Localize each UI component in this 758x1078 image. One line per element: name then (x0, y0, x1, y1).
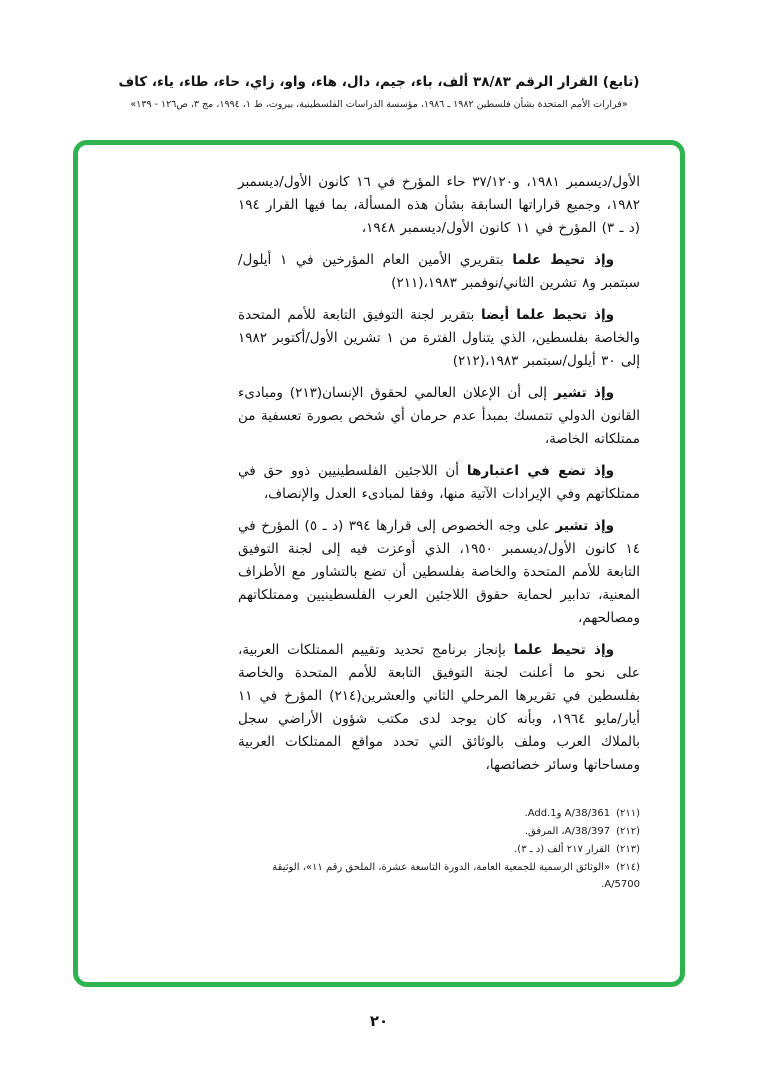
footnote-text: القرار ٢١٧ ألف (د ـ ٣). (514, 844, 611, 855)
footnote-text: «الوثائق الرسمية للجمعية العامة، الدورة التاسعة عشرة، الملحق رقم ١١»، الوثيقة A/5700. (272, 862, 640, 890)
paragraph-text: بإنجاز برنامج تحديد وتقييم الممتلكات العربية، على نحو ما أعلنت لجنة التوفيق التابعة للأمم المتحدة والخاصة بفلسطين في تقريرها المرحلي الثاني والعشرين(٢١٤) المؤرخ في ١١ أيار/مايو ١٩٦٤، وبأنه كان يوجد لدى مكتب شؤون الأراضي سجل بالملاك العرب وملف بالوثائق التي تحدد مواقع الممتلكات العربية ومساحاتها وسائر خصائصها، (238, 642, 640, 773)
paragraph-lead: وإذ تشير (553, 385, 614, 401)
paragraph-text: بتقرير لجنة التوفيق التابعة للأمم المتحدة والخاصة بفلسطين، الذي يتناول الفترة من ١ تشرين الأول/أكتوبر ١٩٨٢ إلى ٣٠ أيلول/سبتمبر ١٩٨٣،(٢١٢) (238, 307, 640, 369)
footnote (238, 859, 640, 893)
resolution-text-block (238, 171, 640, 893)
paragraph-preamble (238, 249, 640, 295)
paragraph-lead: وإذ تحيط علما (513, 642, 614, 658)
footnote (238, 823, 640, 840)
green-border-frame (73, 140, 685, 987)
paragraph-text: بتقريري الأمين العام المؤرخين في ١ أيلول/سبتمبر و٨ تشرين الثاني/نوفمبر ١٩٨٣،(٢١١) (238, 252, 640, 291)
footnote (238, 805, 640, 822)
paragraph-text: الأول/ديسمبر ١٩٨١، و٣٧/١٢٠ حاء المؤرخ في ١٦ كانون الأول/ديسمبر ١٩٨٢، وجميع قراراتها السابقة بشأن هذه المسألة، بما فيها القرار ١٩٤ (د ـ ٣) المؤرخ في ١١ كانون الأول/ديسمبر ١٩٤٨، (238, 174, 640, 236)
footnote-marker: (٢١٣) (616, 844, 640, 855)
paragraph-text: أن اللاجئين الفلسطينيين ذوو حق في ممتلكاتهم وفي الإيرادات الآتية منها، وفقا لمبادىء العدل والإنصاف، (238, 463, 640, 502)
paragraph-lead: وإذ تضع في اعتبارها (466, 463, 615, 479)
paragraph-preamble (238, 639, 640, 777)
footnote (238, 841, 640, 858)
footnote-marker: (٢١١) (616, 808, 640, 819)
paragraph-preamble (238, 382, 640, 451)
footnote-marker: (٢١٤) (616, 862, 640, 873)
paragraph-preamble (238, 460, 640, 506)
footnote-text: A/38/397، المرفق. (524, 826, 611, 837)
paragraph-continuation (238, 171, 640, 240)
paragraph-lead: وإذ تحيط علما (512, 252, 614, 268)
page-header (0, 0, 758, 110)
footnote-marker: (٢١٢) (616, 826, 640, 837)
footnote-text: A/38/361 وAdd.1. (524, 808, 611, 819)
page-number: ٢٠ (369, 1012, 389, 1030)
footnotes-section (238, 805, 640, 893)
paragraph-lead: وإذ تحيط علما أيضا (481, 307, 614, 323)
paragraph-text: إلى أن الإعلان العالمي لحقوق الإنسان(٢١٣) ومبادىء القانون الدولي تتمسك بمبدأ عدم حرمان أي شخص بصورة تعسفية من ممتلكاته الخاصة، (238, 385, 640, 447)
paragraph-preamble (238, 515, 640, 630)
paragraph-lead: وإذ تشير (555, 518, 614, 534)
paragraph-text: على وجه الخصوص إلى قرارها ٣٩٤ (د ـ ٥) المؤرخ في ١٤ كانون الأول/ديسمبر ١٩٥٠، الذي أوعزت فيه إلى لجنة التوفيق التابعة للأمم المتحدة والخاصة بفلسطين أن تضع بالتشاور مع الأطراف المعنية، تدابير لحماية حقوق اللاجئين العرب الفلسطينيين وممتلكاتهم ومصالحهم، (238, 518, 640, 626)
paragraph-preamble (238, 304, 640, 373)
source-citation: «قرارات الأمم المتحدة بشأن فلسطين ١٩٨٢ ـ ١٩٨٦، مؤسسة الدراسات الفلسطينية، بيروت، ط ١، ١٩٩٤، مج ٣، ص١٢٦ - ١٣٩» (130, 99, 628, 110)
resolution-title: (تابع) القرار الرقم ٣٨/٨٣ ألف، باء، جيم، دال، هاء، واو، زاي، حاء، طاء، ياء، كاف (118, 74, 640, 90)
